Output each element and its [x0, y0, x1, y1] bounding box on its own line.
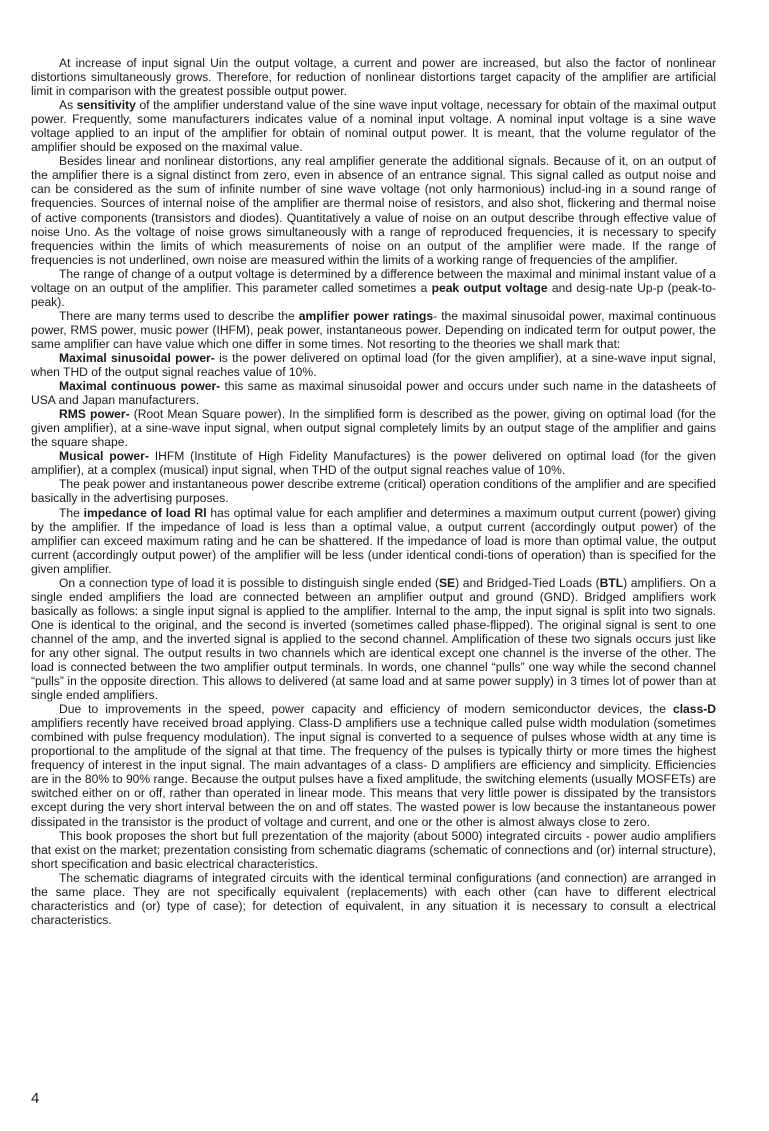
text-run: The peak power and instantaneous power describe extreme (critical) operation conditions of the amplifier and are specified basically in the advertising purposes.: [31, 477, 716, 506]
text-run: - the maximal sinusoidal power, maximal continuous power, RMS power, music power (IHFM), peak power, instantaneous power. Depending on indicated term for output power, the same amplifier can have value which one differ in some times. Not resorting to the theories we shall mark that:: [31, 308, 716, 351]
paragraph: [31, 829, 716, 871]
paragraph: [31, 449, 716, 477]
bold-term: BTL: [599, 575, 624, 590]
text-run: (Root Mean Square power). In the simplified form is described as the power, giving on optimal load (for the given amplifier), at a sine-wave input signal, when output signal completely limits by an output stage of the amplifier and gains the square shape.: [31, 407, 716, 450]
paragraph: [31, 379, 716, 407]
text-run: has optimal value for each amplifier and determines a maximum output current (power) giving by the amplifier. If the impedance of load is less than a optimal value, a output current (accordingly output power) of the amplifier can exceed maximum rating and he can be shattered. If the impedance of load is more than optimal value, the output current (accordingly output power) of the amplifier will be less (under identical condi-tions of operation) than is specified for the given amplifier.: [31, 505, 717, 576]
text-run: Due to improvements in the speed, power capacity and efficiency of modern semiconductor devices, the: [59, 702, 673, 717]
bold-term: impedance of load Rl: [83, 505, 207, 520]
text-run: As: [59, 98, 77, 113]
text-run: At increase of input signal Uin the output voltage, a current and power are increased, but also the factor of nonlinear distortions simultaneously grows. Therefore, for reduction of nonlinear distortions target capacity of the amplifier are artificial limit in comparison with the greatest possible output power.: [31, 56, 716, 99]
text-run: ) amplifiers. On a single ended amplifiers the load are connected between an amplifier output and ground (GND). Bridged amplifiers work basically as follows: a single input signal is applied to the amplifier. Internal to the amp, the input signal is split into two signals. One is identical to the original, and the second is inverted (sometimes called phase-flipped). The original signal is sent to one channel of the amp, and the inverted signal is applied to the second channel. Amplification of these two signals occurs just like for any other signal. The output results in two channels which are identical except one channel is the inverse of the other. The load is connected between the two amplifier output terminals. In words, one channel “pulls” one way while the second channel “pulls” in the opposite direction. This allows to delivered (at same load and at same power supply) in 3 times lot of power than at single ended amplifiers.: [31, 575, 716, 703]
bold-term: Maximal sinusoidal power-: [59, 350, 215, 365]
text-run: and desig-nate Up-p (peak-to-peak).: [31, 280, 716, 309]
text-run: ) and Bridged-Tied Loads (: [455, 575, 600, 590]
paragraph: [31, 407, 716, 449]
paragraph: [31, 702, 716, 828]
text-run: There are many terms used to describe the: [59, 308, 299, 323]
paragraph: [31, 309, 716, 351]
bold-term: peak output voltage: [431, 280, 548, 295]
bold-term: Maximal continuous power-: [59, 379, 221, 394]
paragraph: [31, 871, 716, 927]
text-run: On a connection type of load it is possible to distinguish single ended (: [59, 575, 439, 590]
paragraph: [31, 154, 716, 266]
text-run: this same as maximal sinusoidal power and occurs under such name in the datasheets of USA and Japan manufacturers.: [31, 379, 716, 408]
paragraph: [31, 351, 716, 379]
paragraph: [31, 98, 716, 154]
bold-term: amplifier power ratings: [298, 308, 434, 323]
text-run: Besides linear and nonlinear distortions, any real amplifier generate the additional signals. Because of it, on an output of the amplifier there is a signal distinct from zero, even in absence of an entrance signal. This signal called as output noise and can be considered as the sum of infinite number of sine wave voltage (not only harmonious) includ-ing in a sound range of frequencies. Sources of internal noise of the amplifier are thermal noise of resistors, and also shot, flickering and thermal noise of active components (transistors and diodes). Quantitatively a value of noise on an output describe through effective value of noise Uno. As the voltage of noise grows simultaneously with a range of reproduced frequencies, it is necessary to specify frequencies within the limits of which measurements of noise on an output of the amplifier were made. If the range of frequencies is not underlined, own noise are measured within the limits of a working range of frequencies of the amplifier.: [31, 154, 716, 267]
paragraph: [31, 477, 716, 505]
bold-term: Musical power-: [59, 449, 149, 464]
text-run: IHFM (Institute of High Fidelity Manufactures) is the power delivered on optimal load (for the given amplifier), at a complex (musical) input signal, when THD of the output signal reaches value of 10%.: [31, 449, 716, 478]
text-run: amplifiers recently have received broad applying. Class-D amplifiers use a technique called pulse width modulation (sometimes combined with pulse frequency modulation). The input signal is converted to a sequence of pulses whose width at any time is proportional to the amplitude of the signal at that time. The frequency of the pulses is typically thirty or more times the highest frequency of interest in the input signal. The main advantages of a class- D amplifiers are efficiency and simplicity. Efficiencies are in the 80% to 90% range. Because the output pulses have a fixed amplitude, the switching elements (usually MOSFETs) are switched either on or off, rather than operated in linear mode. This means that very little power is dissipated by the transistors except during the very short interval between the on and off states. The wasted power is low because the instantaneous power dissipated in the transistor is the product of voltage and current, and one or the other is almost always close to zero.: [31, 716, 716, 829]
paragraph: [31, 506, 716, 576]
bold-term: SE: [438, 575, 456, 590]
bold-term: RMS power-: [59, 407, 130, 422]
paragraph: [31, 576, 716, 702]
text-run: This book proposes the short but full prezentation of the majority (about 5000) integrated circuits - power audio amplifiers that exist on the market; prezentation consisting from schematic diagrams (schematic of connections and (or) internal structure), short specification and basic electrical characteristics.: [31, 828, 716, 871]
text-run: The range of change of a output voltage is determined by a difference between the maximal and minimal instant value of a voltage on an output of the amplifier. This parameter called sometimes a: [31, 266, 716, 295]
text-run: is the power delivered on optimal load (for the given amplifier), at a sine-wave input signal, when THD of the output signal reaches value of 10%.: [31, 350, 716, 380]
bold-term: sensitivity: [76, 98, 136, 113]
page-body: [31, 56, 716, 927]
paragraph: [31, 267, 716, 309]
page-number: 4: [31, 1090, 40, 1107]
text-run: of the amplifier understand value of the sine wave input voltage, necessary for obtain of the maximal output power. Frequently, some manufacturers indicates value of a nominal input voltage. A nominal input voltage is a sine wave voltage applied to an input of the amplifier for obtain of nominal output power. It is meant, that the volume regulator of the amplifier should be exposed on the maximal value.: [31, 98, 716, 155]
text-run: The: [59, 505, 84, 520]
text-run: The schematic diagrams of integrated circuits with the identical terminal configurations (and connection) are arranged in the same place. They are not specifically equivalent (replacements) with each other (can have to different electrical characteristics and (or) type of case); for detection of equivalent, in any situation it is necessary to consult a electrical characteristics.: [31, 870, 716, 927]
bold-term: class-D: [672, 702, 716, 717]
paragraph: [31, 56, 716, 98]
